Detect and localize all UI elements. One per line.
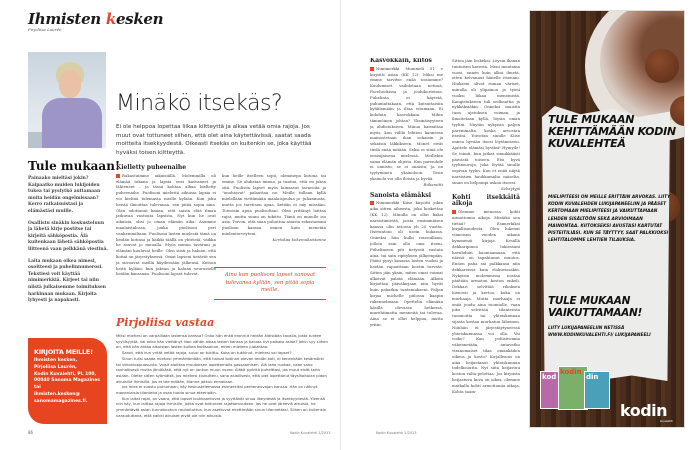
bullet-icon: [370, 67, 374, 71]
footer-left: Kodin Kuvalehti 1/2013: [290, 431, 331, 435]
answer-paragraph: Sinun tulisi saada miehesi ymmärtämään, että haluat kotinne olevan teidän koti, ei kenenkään kesämökki tai viikonloppuasunto. Voisit aloittaa muutoksen lopettamalla passaamisen. Älä laita ruokaa, vaan sano rauhallisesti mutta jämäkästi, että nyt on jonkun muun vuoro. Äläkä pyöritä puhelttasi, jos muut eivät tartu asiaan. Olette sitten syömättä. Jos miehesi kiukuttelu, sano asiallisesti, että olet lopettanut täysihoitolan pidon aikuisille ihmisille. Jos et tee mitään, tilanne jatkuu ennallaan.: [116, 355, 327, 384]
letter-subhead: Kohti itsekkäitä aikoja: [452, 194, 520, 208]
lead-paragraph: Ei ole helppoa lopettaa liikaa kiltteyttä ja alkaa vetää omia rajoja. Jos muut ovat tottuneet siihen, että olet aina käytettävissä, saatat saada moitteita itsekkyydestä. Oikeasti itsekäs on kuitenkin se, joka käyttää hyväksi toisen kiltteyttä.: [116, 124, 312, 156]
contact-line: Ihmisten kesken,: [34, 358, 78, 363]
column-title-part1: Ihmisten: [28, 10, 106, 28]
sidebar-text: [28, 176, 110, 310]
letter-signature: Selviytyjä: [500, 185, 520, 191]
column-title: [28, 10, 163, 28]
letters-column-1: [370, 58, 443, 426]
ad-link[interactable]: LIITY LUKIJAPANEELIIN NETISSÄ WWW.KODINKUVALEHTI.FI/ LUKIJAPANEELI: [548, 326, 651, 338]
answer-title: Pirjoliisa vastaa: [116, 316, 215, 329]
letter-text: Nimimerkki Mummeli 51 v kirjoitti asiaa (KK 12): Miksi me emme tarvitse enää toisiamme? Kuulumiset vaihdetaan netissä, Facebookissa ja joulukorteissa. Puhelinta ei käytetä, puhumattakaan, että kutsuttaisiin kyläilemään ja iltaa istumaan. Ei kohdata kasvokkain. Mihin tämmöinen johtaa? Yksinäisyyteen ja ahdistukseen. Minua harmittaa myös, kun välilä lehtien kannessa mainostetaan ihan sekaisin ja sekaisin läkkikseen. Monet eivät tiedä enää mitään. Seksi ei siinä ole ensisijaisena mielessä. Meillekin sama elämän ohjeita. Kun parisuhde ei onnistu, se ei onnistu, ja on tyytyminen yksinoloon. Tosin yksinolo voi olla iloista ja hyvää.: [370, 65, 443, 181]
byline: Pirjoliisa Laurén: [28, 27, 62, 32]
reader-panel-ad[interactable]: [529, 10, 685, 428]
letter-text: Sitten jäin leskeksi. Löysin ihanan tuntuisen kaverin. Meni muutama vuosi, ennen kuin alkoi ilmetä, etten kelvannut hänelle itsenäni. Hiukseni olivat ruman väriset, minulla oli ylipainoa ja työni vuoksi liikaa menemistä. Kangistukseen tuli seilbaattia ja nykkäksiäkin. Onneksi muistin tuon ajatuksen voiman, ja ilmoitetaan kyllä, löysin oman tyylini. Näytän nykyisin paljon paremmalta, koska arvostan itseäni. Toivotan sinulle Kiise onnea hyvään itsesi löytämiseen. Ajattele elämäsi hyviksi! Hymyile! Se toimii, kun jatkat sinnikkäästi päivästä toiseen. Etsi hyvä tyylineuvoja, joka löytää sinulle sopivan tyylin. Kun et enää näytä narsistien haukkumalta naiselta, sinun on helpompi uskoa itseesi.: [452, 58, 520, 185]
bullet-icon: [452, 210, 456, 214]
magazine-cover: kod: [540, 371, 566, 409]
contact-line: tai: [34, 385, 41, 391]
column-title-accent: k: [105, 10, 116, 28]
article-column-2: [222, 173, 326, 243]
contact-line: 00040 Sanoma Magazines: [34, 378, 100, 384]
page-gutter: [340, 0, 341, 450]
letters-column-2: [452, 58, 520, 426]
page-number: 86: [28, 430, 34, 435]
article-subhead: Kielletty puheenaihe: [116, 164, 187, 171]
sidebar-paragraph: Osallistu sinäkin keskusteluun ja lähetä kirje postitse tai kirjeitä sähköpostia. Älä kuitenkaan lähetä sähköpostia liitteenä vaan pelkkänä viestinä.: [28, 220, 108, 252]
column-title-part2: esken: [115, 10, 164, 28]
answer-paragraph: Miksi miehesi on varpaillaan lastensa kanssa? Onko hän ehkä eronnut heidän äidistään tavalla, josta tuntee syyllisyyttä, vai onko hän viettänyt liian vähän aikaa lasten kanssa ja haluaa nyt paikata asiaa? Jokin syy siihen on, että hän antaa aikuisten lasten kulkea kodissanne, miten mieleen juolahtaa.: [116, 333, 328, 350]
truffle-image: [645, 49, 679, 83]
letter-subhead: Kasvokkain, kiitos: [370, 58, 432, 64]
letter-signature: Riikaniitti: [423, 181, 443, 187]
magazine-cover: kodin: [558, 366, 588, 410]
article-text: Rakastuimme aikuisiällä. Molemmilla oli elämää takana ja lapsia ovat kasvaneet ja lähteneet – ja tässä kohtaa alkaa kielletty puheenaihe. Puolisoni mielestä aikuisia lapsia ei voi kieltää tulemasta meille kylään. Kun joku heistä ilmoittaa tulevansa, sen pitää sopia aina. Olen odottanut kauan, että saisin elää ilman jatkuvaa vastuuta lapsista. Nyt kun he ovat aikuisia, olisi jo oman elämän aika. Asumme maalaistalossa, jonka puolisoni peri vanhemmiltaan. Puolisoni lasten mielestä tämä on heidän kotinsa ja kaikki täällä on yhteistä, vaikka he asuvat jo muualla. Myös minun tavarani ja elämäni kuuluvat heille. Olen siisti ja haluan, että kotini on järjestyksessä. Omat lapseni tietävät sen ja siivoavat meillä käydessään jälkensä. Kutsun heitä kylään, kun jaksan ja haluan seurustella heidän kanssaan. Puolisoni lapset tulevat,: [116, 172, 216, 277]
answer-paragraph: Jos mies ei suostu puhumaan, käy keskustelemassa esimerkiksi perheneuvojan kanssa. Hän on nähnyt monenlaisia tilanteita ja osaa tuoda sinua eteenpäin.: [116, 384, 318, 396]
article-column-1: [116, 165, 216, 277]
answer-text: [116, 333, 328, 419]
bullet-icon: [370, 201, 374, 205]
contact-line: Kodin Kuvalehti, PL 100,: [34, 371, 97, 377]
answer-paragraph: Sanot, että kun yrität vetää rajoja, suusi on tukittu. Kuka on tukkinut, miehesi vai lapset?: [122, 350, 292, 356]
contact-email[interactable]: sanomamagazines.fi.: [34, 398, 88, 404]
article-signature: Kertokaa kokemuksistanne: [272, 236, 326, 242]
article-text: kun heille itselleen sopii, olemmepa kotona tai emme. Se ahdistaa minua, ja tuntuu, että en jaksa sitä. Puolison lapset myös lainaavat tavaroita ja "unohtavat" palauttaa ne. Meille tullaan kyllä mielellään viettämään maalaisjoulua ja -juhannusta, mutta jos tarvitsen apua, ketään ei näy missään. Toivoisin apua puolisoltani. Olen yrittänyt laittaa rajat, mutta suuni on tukittu. Tämä on minulle iso asia. Toivon, että saan puhuttua asiasta rakastamani puolison kanssa ennen kuin menetän mielenterveyteni.: [222, 173, 326, 236]
ad-headline-2: TULE MUKAAN VAIKUTTAMAAN!: [548, 295, 642, 319]
letter-text: Nimimerkki Kiise kirjoitti jokin aika sitten aiheesta, joka koskettaa (KK 12). Minulla on ollut kaksi narsistimiestä, joista ensimmäisen kanssa olin aviossa yli 20 vuotta. Itsetuntoni oli usein hukassa. Onneksi hän kulki reissuillaan, jolloin sain olla oma itseni. Puhelimeen piti tietyssti vastata aina, tai sain ripityksen jälkeenpäin. Pääni pysyi kasassa lasten vuoksi ja heidän vapauttaan koetin turvata. Sitten jäin yksin, miten omat voimat alkoivat palata elämään. Alkoin kirjoittaa päiväkirjaan niin hyvät kuin pahatkin tuntemukseni. Paljon kirjaa michelle piilossa kaapin rakennelmaan. Opettelin elämään käsillä olevassa hetkessä, murehtimatta menneitä tai tulevaa. Aina se ei ollut helppoa, mutta yritin.: [370, 200, 443, 328]
magazine-cover: din: [584, 371, 610, 409]
answer-paragraph: Kun laitat rajat, on vaara, että lapset loukkaantuvat ja syyttävät sinua ilkeydestä ja itsekkyydestä. Yleensä niin käy, kun laittaa rajoja ihmisille, jotka ovat tottuneet rajattomuuteen. Jos he ovat järkeviä aikuisia, he ymmärtävät asian tunnekuohun rauhoituttua, kun asettuvat miettimään sinun tilannettasi. Siihen on kuitenkin varauduttava, että kaikki aikuiset eivät ole niin aikuisia.: [116, 395, 327, 418]
letter-text: Olemme menossa kohti armottomia aikoja. Mistäkö sen tietää? Esimerkiksi kirjallisuudesta. Olen lukenut viimeisen vuoden aikana kymmeniä kirjoja. Kesällä dekkaripinoa lukiessani havahduin huomaamaan, että näissä on tapahtunut muutos. Ennen paha sai palkkansa niin dekkareissa kuin elokuvissakin. Nykyisin molemmissa nostaa päätään armoton koston enkeli. Dekkari selvittää rikoksen hienosti ja kertoo, kuka on murhaaja. Mutta murhaaja ei enää joudu aina tuomiolle, vaan joko selvittää tilanteesta tuomioitta tai yhteiskunnan sijasta kostaa murhatun läheinen. Niinhän ei järjestäytyneessä yhteiskunnassa voi olla. Vai voiko? Kun poliisivoimia vähennetään, antavatko viranomaiset tilaa omankäden oikeus ja kosto? Kirjallisuus on aina heijastanut yhteiskunnan todellisuutta. Nyt siitä heijastuu koston valta-pelottaa. Jos kirjoista heijastuva kuva on oikea, olemme matkalla kohti armottomia aikoja. Kohta saam-: [452, 208, 520, 394]
kodin-logo: kodin: [620, 401, 668, 420]
sidebar-title: Tule mukaan!: [28, 159, 121, 173]
pull-quote: Aina kun puolisoni lapset sanovat tulevansa kylään, sen pitää sopia meille.: [214, 267, 326, 300]
sidebar-paragraph: Laita mukaan oikea nimesi, osoitteesi ja puhelinnumerosi. Tekstiesi voit käyttää nimimerkkiä. Kirjeet tai niin niistä julkaisemme toimituksen harkinnan mukaan. Kirjoita lyhyesti ja napakasti.: [28, 258, 106, 304]
sidebar-paragraph: Painaako mieltäsi jokin? Kaipaatko muiden lukijoiden tukea tai pystytkö auttamaan muita heidän ongelmissaan? Kerro ratkaisuistasi ja elämästäsi muille.: [28, 176, 101, 214]
contact-title: KIRJOITA MEILLE!: [34, 348, 93, 356]
letter-subhead: Sanoista elämäksi: [370, 191, 432, 199]
contact-email[interactable]: ihmisten.kesken@: [34, 391, 81, 397]
bullet-icon: [116, 174, 120, 178]
kodin-logo-sub: kuvalehti: [660, 419, 673, 423]
footer-right: Kodin Kuvalehti 1/2013: [376, 431, 417, 435]
contact-box: [28, 338, 107, 424]
headline: Minäkö itsekäs?: [116, 91, 283, 116]
contact-line: Pirjoliisa Laurén,: [34, 364, 77, 370]
author-photo: [28, 52, 106, 148]
ad-body: MIELIPITEESI ON MEILLE ERITTÄIN ARVOKAS. LIITY KODIN KUVALEHDEN LUKIJAPANEELIIN JA PÄÄSET KERTOMAAN MIELIPITEESI JA VAIKUTTAMAAN LEHDEN SISÄLTÖÖN SEKÄ ARVIOIMAAN MAINONTAA. KIITOKSEKSI AVUSTASI KARTUTAT PISTEITILIÄSI. KUN SE TÄYTTYY, SAAT PALKKIOKSI LEHTITALOMME LEHTIEN TILAUKSIA.: [548, 195, 671, 244]
ad-headline: TULE MUKAAN KEHITTÄMÄÄN KODIN KUVALEHTEÄ: [548, 113, 676, 150]
